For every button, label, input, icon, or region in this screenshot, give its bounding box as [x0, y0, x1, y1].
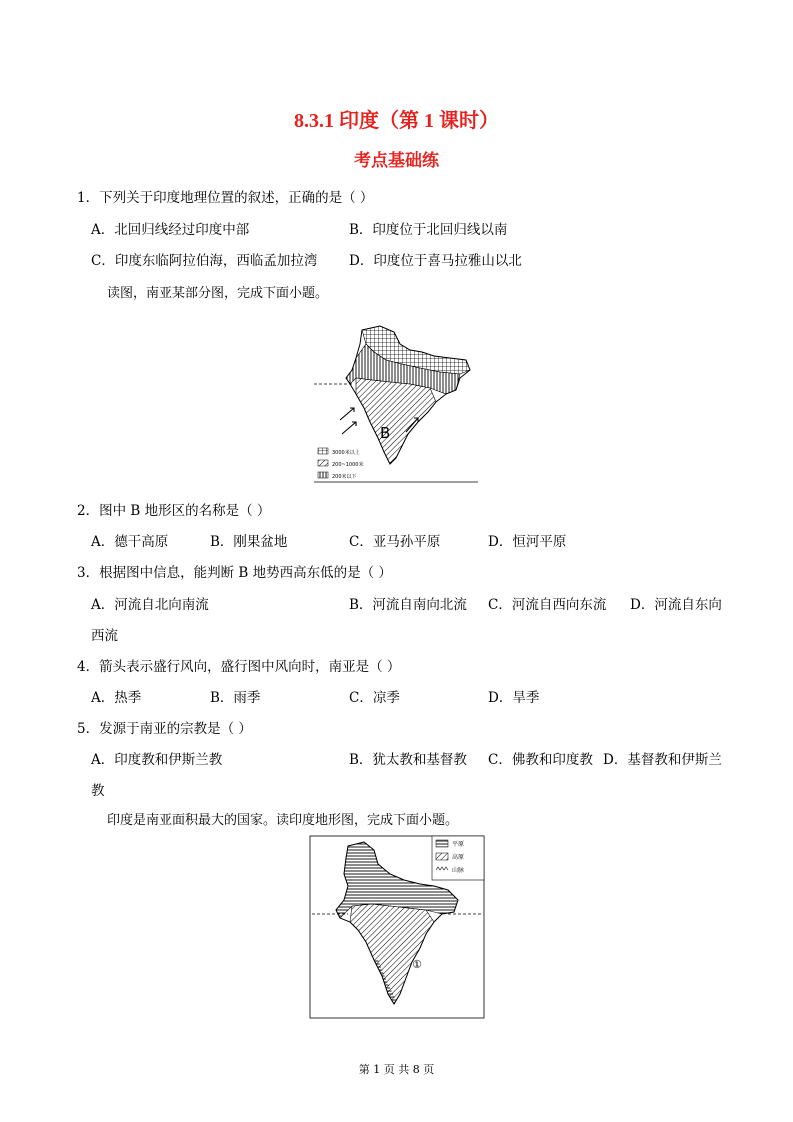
question-2-option-d: D．恒河平原 — [488, 534, 567, 550]
map2-legend — [432, 836, 484, 880]
question-4-stem: 4．箭头表示盛行风向，盛行图中风向时，南亚是（ ） — [77, 659, 401, 675]
question-5-option-a: A．印度教和伊斯兰教 — [91, 752, 223, 768]
question-2-option-c: C．亚马孙平原 — [349, 534, 441, 550]
question-2-option-a: A．德干高原 — [91, 534, 169, 550]
question-3-option-b: B．河流自南向北流 — [349, 597, 467, 613]
page-subtitle: 考点基础练 — [354, 151, 439, 171]
page-title: 8.3.1 印度（第 1 课时） — [294, 110, 499, 132]
question-4-option-a: A．热季 — [91, 690, 142, 706]
intro-text-1: 读图，南亚某部分图，完成下面小题。 — [107, 286, 329, 301]
question-3-option-d: D．河流自东向 — [630, 597, 722, 613]
question-3-stem: 3．根据图中信息，能判断 B 地势西高东低的是（ ） — [77, 565, 392, 581]
question-5-stem: 5．发源于南亚的宗教是（ ） — [77, 721, 252, 737]
map1-label-b: B — [380, 424, 391, 442]
svg-text:3000米以上: 3000米以上 — [332, 450, 360, 456]
question-4-option-b: B．雨季 — [210, 690, 261, 706]
intro-text-2: 印度是南亚面积最大的国家。读印度地形图，完成下面小题。 — [107, 813, 459, 828]
question-1-option-c: C．印度东临阿拉伯海，西临孟加拉湾 — [91, 253, 318, 269]
question-3-option-c: C．河流自西向东流 — [488, 597, 607, 613]
svg-text:平原: 平原 — [452, 841, 465, 848]
question-4-option-d: D．旱季 — [488, 690, 540, 706]
svg-text:200~1000米: 200~1000米 — [332, 462, 364, 468]
svg-text:山脉: 山脉 — [452, 867, 465, 874]
question-5-option-c: C．佛教和印度教 — [488, 752, 593, 768]
map1-legend — [318, 448, 363, 480]
question-1-option-d: D．印度位于喜马拉雅山以北 — [349, 253, 522, 269]
question-1-stem: 1．下列关于印度地理位置的叙述，正确的是（ ） — [77, 190, 374, 206]
svg-text:200米以下: 200米以下 — [332, 474, 357, 480]
question-1-option-a: A．北回归线经过印度中部 — [91, 222, 250, 238]
south-asia-map — [310, 322, 482, 484]
map2-label-1: ① — [412, 958, 422, 971]
question-3-option-a: A．河流自北向南流 — [91, 597, 209, 613]
question-1-option-b: B．印度位于北回归线以南 — [349, 222, 508, 238]
question-2-option-b: B．刚果盆地 — [210, 534, 288, 550]
question-5-option-b: B．犹太教和基督教 — [349, 752, 467, 768]
question-5-option-d: D．基督教和伊斯兰 — [603, 752, 722, 768]
page-footer: 第 1 页 共 8 页 — [358, 1063, 435, 1076]
india-terrain-map — [308, 834, 486, 1020]
question-2-stem: 2．图中 B 地形区的名称是（ ） — [77, 503, 271, 519]
question-5-option-d-wrap: 教 — [91, 783, 105, 799]
question-4-option-c: C．凉季 — [349, 690, 400, 706]
question-3-option-d-wrap: 西流 — [91, 628, 118, 644]
svg-text:高原: 高原 — [452, 854, 465, 861]
